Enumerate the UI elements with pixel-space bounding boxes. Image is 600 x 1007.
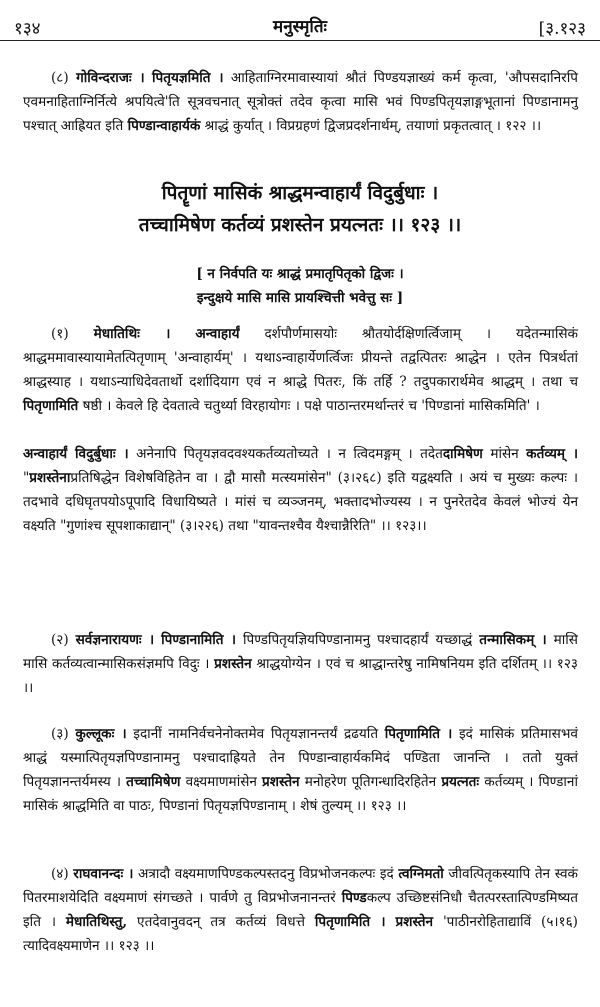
bold-term: अन्वाहार्यं	[195, 326, 240, 342]
bold-term: प्रशस्तेन	[214, 656, 252, 672]
bold-term: प्रशस्तेन	[395, 914, 434, 930]
commentary-sarvajnanarayana: (२) सर्वज्ञनारायणः । पिण्डानामिति । पिण्डपितृयज्ञियपिण्डानामनु पश्चादहार्यं यच्छाद्धं तन्मासिकम् । मासि मासि कर्तव्यत्वान्मासिकसंज्ञमपि विदुः । प्रशस्तेन श्राद्धयोग्येन । एवं च श्राद्धान्तरेषु नामिषनियम इति दर्शितम् ।। १२३ ।।	[23, 632, 579, 696]
commentary-number: (३)	[51, 726, 69, 742]
verse-line-2: तच्चामिषेण कर्तव्यं प्रशस्तेन प्रयत्नतः ।। १२३ ।।	[138, 214, 462, 236]
page-number: १३४	[14, 19, 41, 39]
commentary-raghavananda: (४) राघवानन्दः । अत्रादौ वक्ष्यमाणपिण्डकल्पस्तदनु विप्रभोजनकल्पः इदं त्वग्निमतो जीवत्पितृकस्यापि तेन स्वकं पितरमाशयेदिति वक्ष्यमाणं संगच्छते । पार्वणे तु विप्रभोजनानन्तरं पिण्डकल्प उच्छिष्टसंनिधौ चैतत्परस्तात्पिण्डमिष्यत इति । मेधातिथिस्तु, एतदेवानुवदन् तत्र कर्तव्यं विधत्ते पितृणामिति । प्रशस्तेन 'पाठीनरोहिताद्याविं (५।१६) त्यादिवक्ष्यमाणेन ।। १२३ ।।	[23, 866, 578, 954]
commentary-medhatithi-continued: अन्वाहार्यं विदुर्बुधाः । अनेनापि पितृयज्ञवदवश्यकर्तव्यतोच्यते । न त्विदमङ्गम् । तदेतदामिषेण मांसेन कर्तव्यम् । "प्रशस्तेनाप्रतिषिद्धेन विशेषविहितेन वा । द्वौ मासौ मत्स्यमांसेन" (३।२६८) इति यद्वक्ष्यति । अयं च मुख्यः कल्पः । तदभावे दधिघृतपयोऽपूपादि विधायिष्यते । मांसं च व्यञ्जनम्, भक्तादभोज्यस्य । न पुनरेतदेव केवलं भोज्यं येन वक्ष्यति "गुणांश्च सूपशाकाद्यान्" (३।२२६) तथा "यावन्तश्चैव यैश्चान्नैरिति" ।। १२३।।	[23, 446, 578, 534]
commentary-kulluka: (३) कुल्लूकः । इदानीं नामनिर्वचनेनोक्तमेव पितृयज्ञानन्तर्यं द्रढयति पितृणामिति । इदं मासिकं प्रतिमासभवं श्राद्धं यस्मात्पितृयज्ञपिण्डानामनु पश्चादाह्रियते तेन पिण्डान्वाहार्यकमिदं पण्डिता जानन्ति । ततो युक्तं पितृयज्ञानन्तर्यमस्य । तच्चामिषेण वक्ष्यमाणमांसेन प्रशस्तेन मनोहरेण पूतिगन्धादिरहितेन प्रयत्नतः कर्तव्यम् । पिण्डानां मासिकं श्राद्धमिति वा पाठः, पिण्डानां पितृयज्ञपिण्डानाम् । शेषं तुल्यम् ।। १२३ ।।	[23, 726, 578, 814]
bold-term: तन्मासिकम् ।	[479, 632, 547, 648]
verse-reference: [३.१२३	[538, 19, 586, 39]
bold-term: अन्वाहार्यं विदुर्बुधाः ।	[23, 446, 129, 462]
bold-term: कर्तव्यम् ।	[526, 446, 578, 462]
commentary-number: (१)	[51, 326, 69, 342]
bold-term: मेधातिथिस्तु,	[65, 914, 128, 930]
bold-term: प्रशस्तेन	[262, 774, 300, 790]
commentator-name: सर्वज्ञनारायणः ।	[75, 632, 155, 648]
bracket-line-1: [ न निर्वपति यः श्राद्धं प्रमातृपितृको द्विजः ।	[196, 266, 404, 282]
commentator-name: कुल्लूकः ।	[75, 726, 127, 742]
verse-line-1: पितॄणां मासिकं श्राद्धमन्वाहार्यं विदुर्बुधाः ।	[161, 182, 439, 204]
bracket-line-2: इन्दुक्षये मासि मासि प्रायश्चित्ती भवेत्तु सः ]	[196, 290, 404, 306]
commentary-number: (४)	[51, 866, 69, 882]
bold-term: प्रशस्तेना	[29, 470, 71, 486]
commentator-name: राघवानन्दः ।	[73, 866, 134, 882]
bold-term: पितृणामिति ।	[384, 726, 453, 742]
commentary-number: (८)	[51, 70, 69, 86]
bold-term: पिण्ड	[341, 890, 367, 906]
running-title: मनुस्मृतिः	[273, 17, 327, 37]
bold-term: पितृणामिति	[23, 398, 79, 414]
commentary-medhatithi: (१) मेधातिथिः । अन्वाहार्यं दर्शपौर्णमासयोः श्रौतयोर्दक्षिणर्त्विजाम् । यदेतन्मासिकं श्राद्धममावास्यायामेतत्पितृणाम् 'अन्वाहार्यम्' । यथाऽन्वाहार्येणर्त्विजः प्रीयन्ते तद्वत्पितरः श्राद्धेन । एतेन पित्रर्थतां श्राद्धस्याह । यथाऽन्याधिदेवतार्थो दर्शादियाग एवं न श्राद्धे पितरः, किं तर्हि ? तदुपकारार्थमेव श्राद्धम् । तथा च पितृणामिति षष्ठी । केवले हि देवतात्वे चतुर्थ्या विरहायोगः । पक्षे पाठान्तरमर्थान्तरं च 'पिण्डानां मासिकमिति' ।	[23, 326, 578, 414]
bold-term: पितृणामिति ।	[314, 914, 386, 930]
bold-term: पिण्डानामिति ।	[161, 632, 237, 648]
bold-term: दामिषेण	[442, 446, 483, 462]
commentary-govindaraja: (८) गोविन्दराजः । पितृयज्ञमिति । आहिताग्निरमावास्यायां श्रौतं पिण्डयज्ञाख्यं कर्म कृत्वा, 'औपसदानिरपि एवमनाहिताग्निर्नित्ये श्रपयित्वे'ति सूत्रवचनात् सूत्रोक्तं तदेव कृत्वा मासि भवं पिण्डपितृयज्ञाङ्गभूतानां पिण्डानामनु पश्चात् आह्रियत इति पिण्डान्वाहार्यकं श्राद्धं कुर्यात् । विप्रग्रहणं द्विजप्रदर्शनार्थम्, तयाणां प्रकृतत्वात् । १२२ ।।	[23, 70, 578, 134]
page-header	[0, 12, 600, 41]
bold-term: पितृयज्ञमिति ।	[152, 70, 224, 86]
bold-term: तच्चामिषेण	[126, 774, 181, 790]
commentator-name: मेधातिथिः ।	[93, 326, 171, 342]
bold-term: प्रयत्नतः	[441, 774, 480, 790]
bold-term: पिण्डान्वाहार्यकं	[127, 118, 201, 134]
commentary-number: (२)	[51, 632, 69, 648]
commentator-name: गोविन्दराजः ।	[76, 70, 145, 86]
bold-term: त्वग्निमतो	[398, 866, 444, 882]
